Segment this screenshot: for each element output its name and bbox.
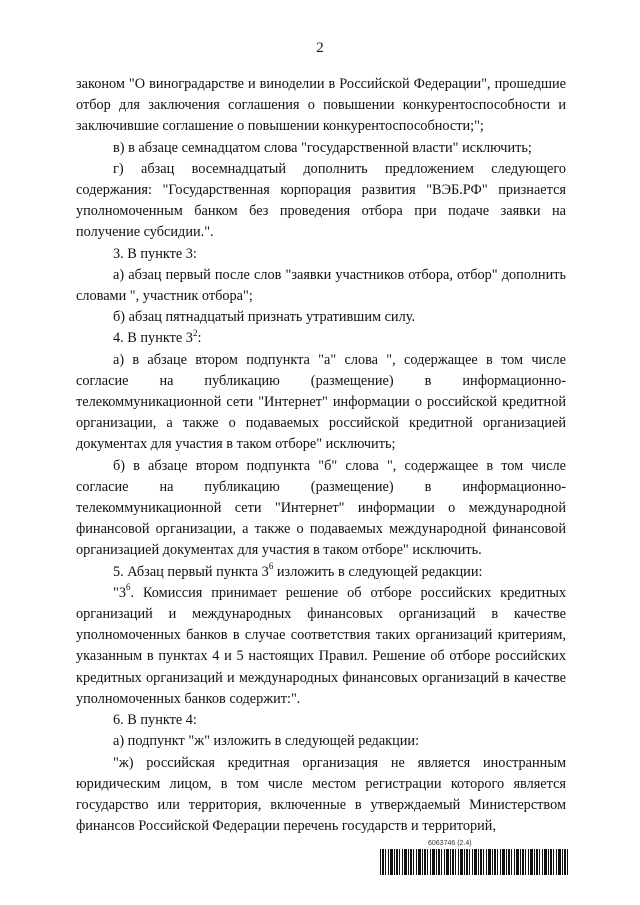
text: : xyxy=(197,330,202,347)
document-body xyxy=(76,74,566,837)
paragraph: а) абзац первый после слов "заявки участников отбора, отбор" дополнить словами ", участник отбора"; xyxy=(76,266,566,305)
paragraph: б) в абзаце втором подпункта "б" слова ", содержащее в том числе согласие на публикацию (размещение) в информационно-телекоммуникационной сети "Интернет" информации о международной финансовой организации, а также о подаваемых международной финансовой организацией документах для участия в таком отборе" исключить. xyxy=(76,457,566,559)
document-barcode xyxy=(380,840,570,875)
text: "3 xyxy=(113,584,126,601)
text: . Комиссия принимает решение об отборе российских кредитных организаций и международных финансовых организаций в качестве уполномоченных банков в случае соответствия таких организаций критериям, указанным в пунктах 4 и 5 настоящих Правил. Решение об отборе российских кредитных организаций и международных финансовых организаций в качестве уполномоченных банков содержит:". xyxy=(76,584,566,707)
paragraph: г) абзац восемнадцатый дополнить предложением следующего содержания: "Государственная корпорация развития "ВЭБ.РФ" признается уполномоченным банком без проведения отбора при подаче заявки на получение субсидии.". xyxy=(76,160,566,241)
text: 5. Абзац первый пункта 3 xyxy=(113,563,269,580)
text: изложить в следующей редакции: xyxy=(273,563,483,580)
paragraph-item-5 xyxy=(76,562,566,583)
paragraph: 6. В пункте 4: xyxy=(113,712,197,729)
quoted-paragraph xyxy=(76,583,566,710)
text: 4. В пункте 3 xyxy=(113,330,193,347)
paragraph: в) в абзаце семнадцатом слова "государственной власти" исключить; xyxy=(113,139,532,156)
superscript: 2 xyxy=(192,327,198,338)
superscript: 6 xyxy=(268,560,274,571)
paragraph: законом "О виноградарстве и виноделии в Российской Федерации", прошедшие отбор для заключения соглашения о повышении конкурентоспособности и заключившие соглашение о повышении конкурентоспособности;"; xyxy=(76,76,566,135)
paragraph: а) подпункт "ж" изложить в следующей редакции: xyxy=(113,733,420,750)
superscript: 6 xyxy=(126,582,131,593)
paragraph: б) абзац пятнадцатый признать утратившим силу. xyxy=(113,309,416,326)
barcode-code: 6063746 (2.4) xyxy=(428,840,472,847)
paragraph-item-4 xyxy=(76,328,566,349)
paragraph: а) в абзаце втором подпункта "а" слова ", содержащее в том числе согласие на публикацию (размещение) в информационно-телекоммуникационной сети "Интернет" информации о российской кредитной организации, а также о подаваемых российской кредитной организацией документах для участия в таком отборе" исключить; xyxy=(76,351,566,453)
paragraph: "ж) российская кредитная организация не является иностранным юридическим лицом, в том числе местом регистрации которого является государство или территория, включенные в утверждаемый Министерством финансов Российской Федерации перечень государств и территорий, xyxy=(76,754,566,835)
barcode-icon xyxy=(380,849,568,875)
paragraph: 3. В пункте 3: xyxy=(113,245,197,262)
page-number: 2 xyxy=(316,40,324,56)
